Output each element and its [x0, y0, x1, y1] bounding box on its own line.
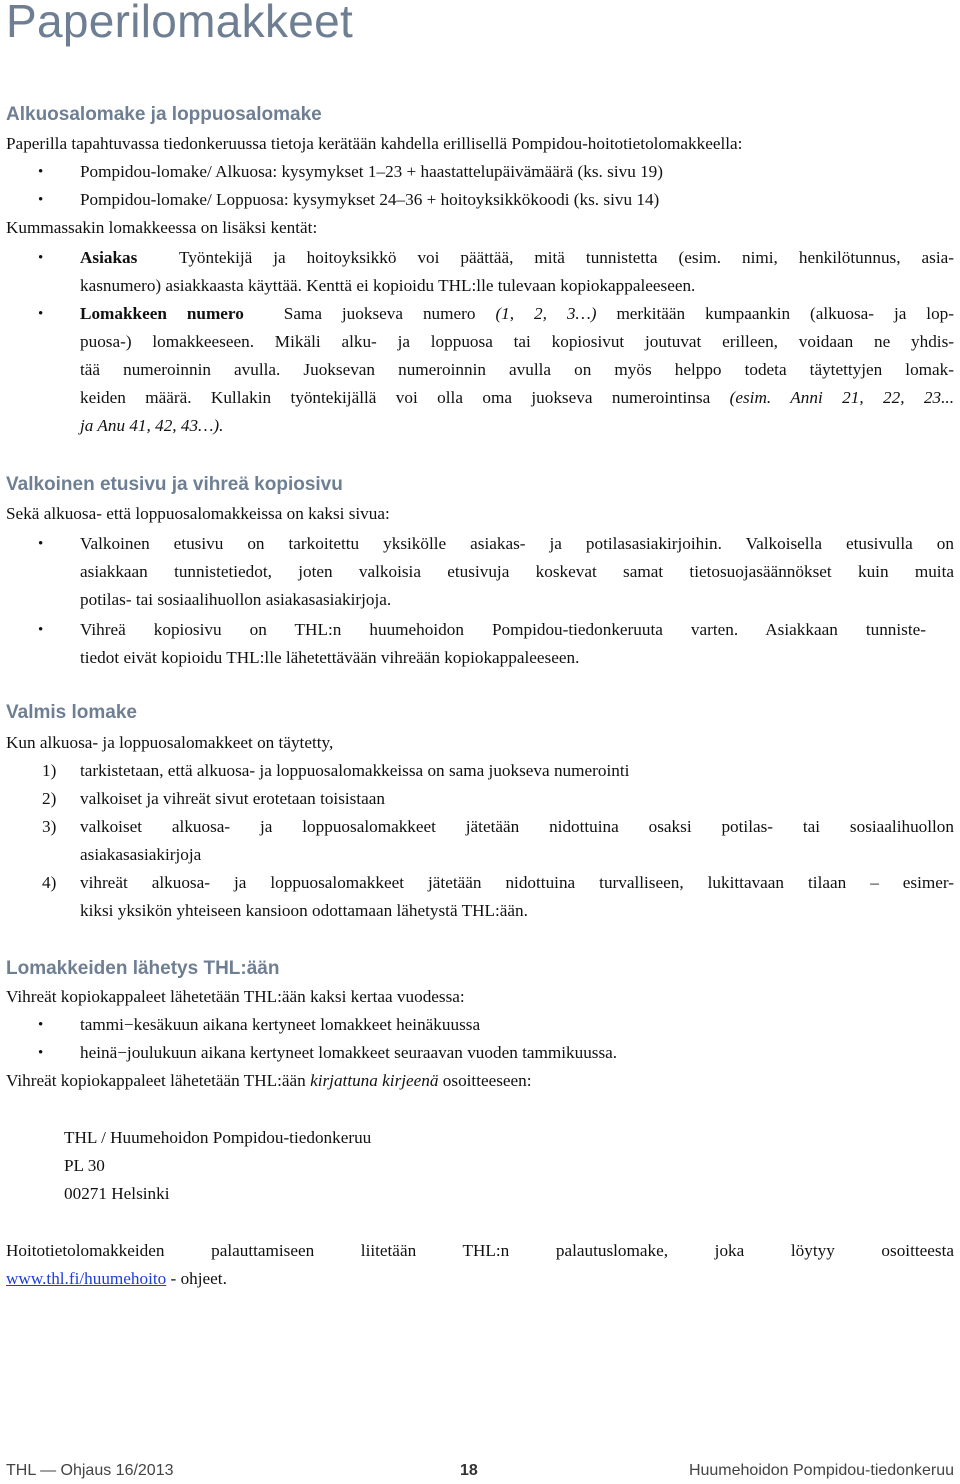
- thl-huumehoito-link[interactable]: www.thl.fi/huumehoito: [6, 1269, 167, 1288]
- valkoinen-line2: asiakkaan tunnistetiedot, joten valkoisia etusivuja koskevat samat tietosuojasäännökset kuin muita: [80, 562, 954, 581]
- valkoinen-line1: Valkoinen etusivu on tarkoitettu yksikölle asiakas- ja potilasasiakirjoihin. Valkoisella etusivulla on: [80, 534, 954, 553]
- closing-line2: [6, 1265, 227, 1293]
- numero-line4: [80, 384, 954, 412]
- bullet-icon: •: [38, 192, 44, 208]
- bullet-icon: •: [38, 622, 44, 638]
- list-item: heinä−joulukuun aikana kertyneet lomakkeet seuraavan vuoden tammikuussa.: [80, 1043, 618, 1062]
- numero-line5-italic: ja Anu 41, 42, 43…).: [80, 416, 224, 435]
- list-number: 3): [42, 817, 57, 836]
- address-intro-b: osoitteeseen:: [442, 1071, 532, 1090]
- section-heading-alkuosa: Alkuosalomake ja loppuosalomake: [6, 104, 322, 125]
- address-intro-a: Vihreät kopiokappaleet lähetetään THL:ään: [6, 1071, 306, 1090]
- section4-intro: Vihreät kopiokappaleet lähetetään THL:ään kaksi kertaa vuodessa:: [6, 987, 465, 1006]
- bullet-icon: •: [38, 536, 44, 552]
- footer-left: THL — Ohjaus 16/2013: [6, 1462, 174, 1479]
- section-heading-lahetys: Lomakkeiden lähetys THL:ään: [6, 958, 280, 979]
- bullet-icon: •: [38, 1017, 44, 1033]
- asiakas-line2: kasnumero) asiakkaasta käyttää. Kenttä ei kopioidu THL:lle tulevaan kopiokappaleeseen.: [80, 276, 696, 295]
- lomakkeen-numero-label: Lomakkeen numero: [80, 304, 244, 323]
- address-line: 00271 Helsinki: [64, 1184, 170, 1203]
- bullet-icon: •: [38, 164, 44, 180]
- address-line: PL 30: [64, 1156, 105, 1175]
- section1-intro: Paperilla tapahtuvassa tiedonkeruussa tietoja kerätään kahdella erillisellä Pompidou-hoitotietolomakkeella:: [6, 134, 743, 153]
- numero-line4-italic: (esim. Anni 21, 22, 23...: [729, 388, 955, 407]
- section-heading-valmis: Valmis lomake: [6, 702, 137, 723]
- footer-right: Huumehoidon Pompidou-tiedonkeruu: [688, 1462, 954, 1479]
- valkoinen-line3: potilas- tai sosiaalihuollon asiakasasiakirjoja.: [80, 590, 392, 609]
- list-item: Pompidou-lomake/ Loppuosa: kysymykset 24–36 + hoitoyksikkökoodi (ks. sivu 14): [80, 190, 660, 209]
- list-item: valkoiset alkuosa- ja loppuosalomakkeet jätetään nidottuina osaksi potilas- tai sosiaalihuollon: [80, 817, 954, 836]
- numero-line4a: keiden määrä. Kullakin työntekijällä voi olla oma juokseva numerointinsa: [80, 388, 711, 407]
- lomakkeen-numero-description: [80, 300, 954, 328]
- section2-intro: Sekä alkuosa- että loppuosalomakkeissa on kaksi sivua:: [6, 504, 390, 523]
- page-title: Paperilomakkeet: [6, 0, 354, 47]
- list-item: kiksi yksikön yhteiseen kansioon odottamaan lähetystä THL:ään.: [80, 901, 528, 920]
- numero-line2: puosa-) lomakkeeseen. Mikäli alku- ja loppuosa tai kopiosivut joutuvat erilleen, voidaan ne yhdis-: [80, 332, 954, 351]
- address-line: THL / Huumehoidon Pompidou-tiedonkeruu: [64, 1128, 372, 1147]
- vihrea-line1: Vihreä kopiosivu on THL:n huumehoidon Pompidou-tiedonkeruuta varten. Asiakkaan tunniste-: [80, 620, 926, 639]
- list-item: Pompidou-lomake/ Alkuosa: kysymykset 1–23 + haastattelupäivämäärä (ks. sivu 19): [80, 162, 663, 181]
- numero-line1a: Sama juokseva numero: [283, 304, 476, 323]
- numero-line1b: merkitään kumpaankin (alkuosa- ja lop-: [616, 304, 954, 323]
- list-number: 4): [42, 873, 57, 892]
- page-number: 18: [460, 1462, 478, 1479]
- closing-line1: Hoitotietolomakkeiden palauttamiseen liitetään THL:n palautuslomake, joka löytyy osoitteesta: [6, 1241, 954, 1260]
- list-item: vihreät alkuosa- ja loppuosalomakkeet jätetään nidottuina turvalliseen, lukittavaan tilaan – esimer-: [80, 873, 954, 892]
- numero-line1-italic: (1, 2, 3…): [495, 304, 597, 323]
- list-item: tarkistetaan, että alkuosa- ja loppuosalomakkeissa on sama juokseva numerointi: [80, 761, 630, 780]
- bullet-icon: •: [38, 250, 44, 266]
- vihrea-line2: tiedot eivät kopioidu THL:lle lähetettävään vihreään kopiokappaleeseen.: [80, 648, 580, 667]
- closing-rest: - ohjeet.: [166, 1269, 227, 1288]
- numero-line3: tää numeroinnin avulla. Juoksevan numeroinnin avulla on myös helppo todeta täytettyjen lomak-: [80, 360, 954, 379]
- bullet-icon: •: [38, 1045, 44, 1061]
- asiakas-line1: Työntekijä ja hoitoyksikkö voi päättää, mitä tunnistetta (esim. nimi, henkilötunnus, asia-: [179, 248, 954, 267]
- asiakas-label: Asiakas: [80, 248, 138, 267]
- address-intro: [6, 1067, 532, 1095]
- list-number: 1): [42, 761, 57, 780]
- list-item: tammi−kesäkuun aikana kertyneet lomakkeet heinäkuussa: [80, 1015, 481, 1034]
- section3-intro: Kun alkuosa- ja loppuosalomakkeet on täytetty,: [6, 733, 334, 752]
- section-heading-valkoinen: Valkoinen etusivu ja vihreä kopiosivu: [6, 474, 343, 495]
- numero-line5: [80, 412, 223, 440]
- address-intro-italic: kirjattuna kirjeenä: [310, 1071, 439, 1090]
- asiakas-field-description: [80, 244, 954, 272]
- list-item: asiakasasiakirjoja: [80, 845, 202, 864]
- bullet-icon: •: [38, 306, 44, 322]
- list-item: valkoiset ja vihreät sivut erotetaan toisistaan: [80, 789, 385, 808]
- list-number: 2): [42, 789, 57, 808]
- fields-intro: Kummassakin lomakkeessa on lisäksi kentät:: [6, 218, 318, 237]
